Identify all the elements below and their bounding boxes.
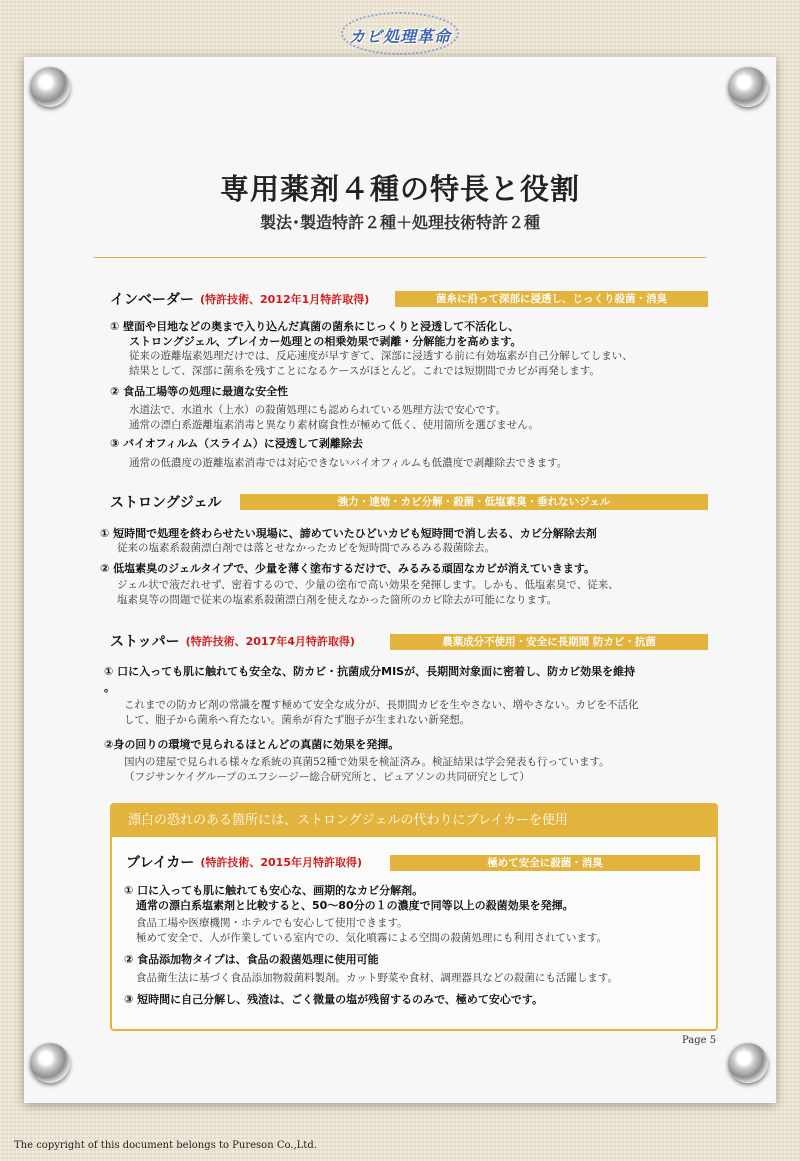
item-heading: 。	[104, 681, 115, 694]
patent-note: (特許技術、2012年1月特許取得)	[200, 293, 370, 306]
item-text: 結果として、深部に菌糸を残すことになるケースがほとんど。これでは短期間でカビが再発します。	[129, 365, 600, 377]
copyright-notice: The copyright of this document belongs to Pureson Co.,Ltd.	[14, 1140, 317, 1151]
section-header	[110, 632, 355, 650]
item-text: 従来の遊離塩素処理だけでは、反応速度が早すぎて、深部に浸透する前に有効塩素が自己分解してしまい、	[129, 350, 633, 362]
pushpin-icon	[728, 1043, 768, 1083]
feature-bar: 強力・速効・カビ分解・殺菌・低塩素臭・垂れないジェル	[240, 494, 708, 510]
item-text: （フジサンケイグループのエフシージー総合研究所と、ピュアソンの共同研究として）	[124, 771, 530, 783]
item-heading: 通常の漂白系塩素剤と比較すると、50〜80分の１の濃度で同等以上の殺菌効果を発揮。	[136, 899, 574, 912]
section-header	[126, 853, 362, 871]
item-heading: ②身の回りの環境で見られるほとんどの真菌に効果を発揮。	[104, 738, 400, 751]
item-text: して、胞子から菌糸へ育たない。菌糸が育たず胞子が生まれない新発想。	[124, 714, 471, 726]
item-heading: ② 低塩素臭のジェルタイプで、少量を薄く塗布するだけで、みるみる頑固なカビが消えていきます。	[100, 562, 595, 575]
page-subtitle: 製法･製造特許２種＋処理技術特許２種	[259, 213, 540, 232]
item-text: 水道法で、水道水（上水）の殺菌処理にも認められている処理方法で安心です。	[129, 404, 506, 416]
item-text: 従来の塩素系殺菌漂白剤では落とせなかったカビを短時間でみるみる殺菌除去。	[117, 542, 495, 554]
item-text: 国内の建屋で見られる様々な系統の真菌52種で効果を検証済み。検証結果は学会発表も行っています。	[124, 756, 610, 768]
section-header	[110, 290, 369, 308]
item-text: 食品工場や医療機関・ホテルでも安心して使用できます。	[136, 917, 408, 929]
breaker-box	[110, 803, 718, 1031]
logo	[0, 12, 800, 55]
page-title: 専用薬剤４種の特長と役割	[219, 172, 580, 206]
pushpin-icon	[30, 1043, 70, 1083]
item-text: 極めて安全で、人が作業している室内での、気化噴霧による空間の殺菌処理にも利用されています。	[136, 932, 608, 944]
pushpin-icon	[30, 67, 70, 107]
section-header	[110, 493, 227, 511]
item-text: 通常の漂白系遊離塩素消毒と異なり素材腐食性が極めて低く、使用箇所を選びません。	[129, 419, 539, 431]
document-sheet	[24, 57, 776, 1103]
item-text: これまでの防カビ剤の常識を覆す極めて安全な成分が、長期間カビを生やさない、増やさない。カビを不活化	[124, 699, 639, 711]
item-heading: ① 口に入っても肌に触れても安全な、防カビ・抗菌成分MISが、長期間対象面に密着し、防カビ効果を維持	[104, 665, 636, 678]
item-heading: ① 短時間で処理を終わらせたい現場に、諦めていたひどいカビも短時間で消し去る、カビ分解除去剤	[100, 527, 597, 540]
item-heading: ② 食品工場等の処理に最適な安全性	[110, 385, 289, 398]
product-name: ストッパー	[110, 634, 180, 650]
item-text: 食品衛生法に基づく食品添加物殺菌料製剤。カット野菜や食材、調理器具などの殺菌にも活躍します。	[136, 972, 619, 984]
product-name: インベーダー	[110, 292, 194, 308]
page-number: Page 5	[682, 1035, 717, 1046]
item-heading: ③ バイオフィルム（スライム）に浸透して剥離除去	[110, 437, 363, 450]
item-heading: ③ 短時間に自己分解し、残渣は、ごく微量の塩が残留するのみで、極めて安心です。	[124, 993, 544, 1006]
item-heading: ② 食品添加物タイプは、食品の殺菌処理に使用可能	[124, 953, 379, 966]
item-heading: ① 口に入っても肌に触れても安心な、画期的なカビ分解剤。	[124, 884, 424, 897]
product-name: ブレイカー	[126, 855, 195, 871]
item-heading: ① 壁面や目地などの奥まで入り込んだ真菌の菌糸にじっくりと浸透して不活化し、	[110, 320, 520, 333]
feature-bar: 極めて安全に殺菌・消臭	[390, 855, 700, 871]
pushpin-icon	[728, 67, 768, 107]
feature-bar: 農薬成分不使用・安全に長期間 防カビ・抗菌	[390, 634, 708, 650]
breaker-box-header: 漂白の恐れのある箇所には、ストロングジェルの代わりにブレイカーを使用	[112, 805, 716, 837]
logo-text: カビ処理革命	[341, 12, 459, 55]
patent-note: (特許技術、2017年4月特許取得)	[185, 635, 355, 648]
divider	[94, 257, 706, 258]
feature-bar: 菌糸に沿って深部に浸透し、じっくり殺菌・消臭	[395, 291, 708, 307]
item-text: ジェル状で液だれせず、密着するので、少量の塗布で高い効果を発揮します。しかも、低塩素臭で、従来、	[117, 579, 619, 591]
item-text: 通常の低濃度の遊離塩素消毒では対応できないバイオフィルムも低濃度で剥離除去できます。	[129, 457, 568, 469]
item-heading: ストロングジェル、ブレイカー処理との相乗効果で剥離・分解能力を高めます。	[129, 335, 522, 348]
item-text: 塩素臭等の問題で従来の塩素系殺菌漂白剤を使えなかった箇所のカビ除去が可能になります。	[117, 594, 558, 606]
product-name: ストロングジェル	[110, 495, 222, 511]
patent-note: (特許技術、2015年月特許取得)	[200, 856, 362, 869]
